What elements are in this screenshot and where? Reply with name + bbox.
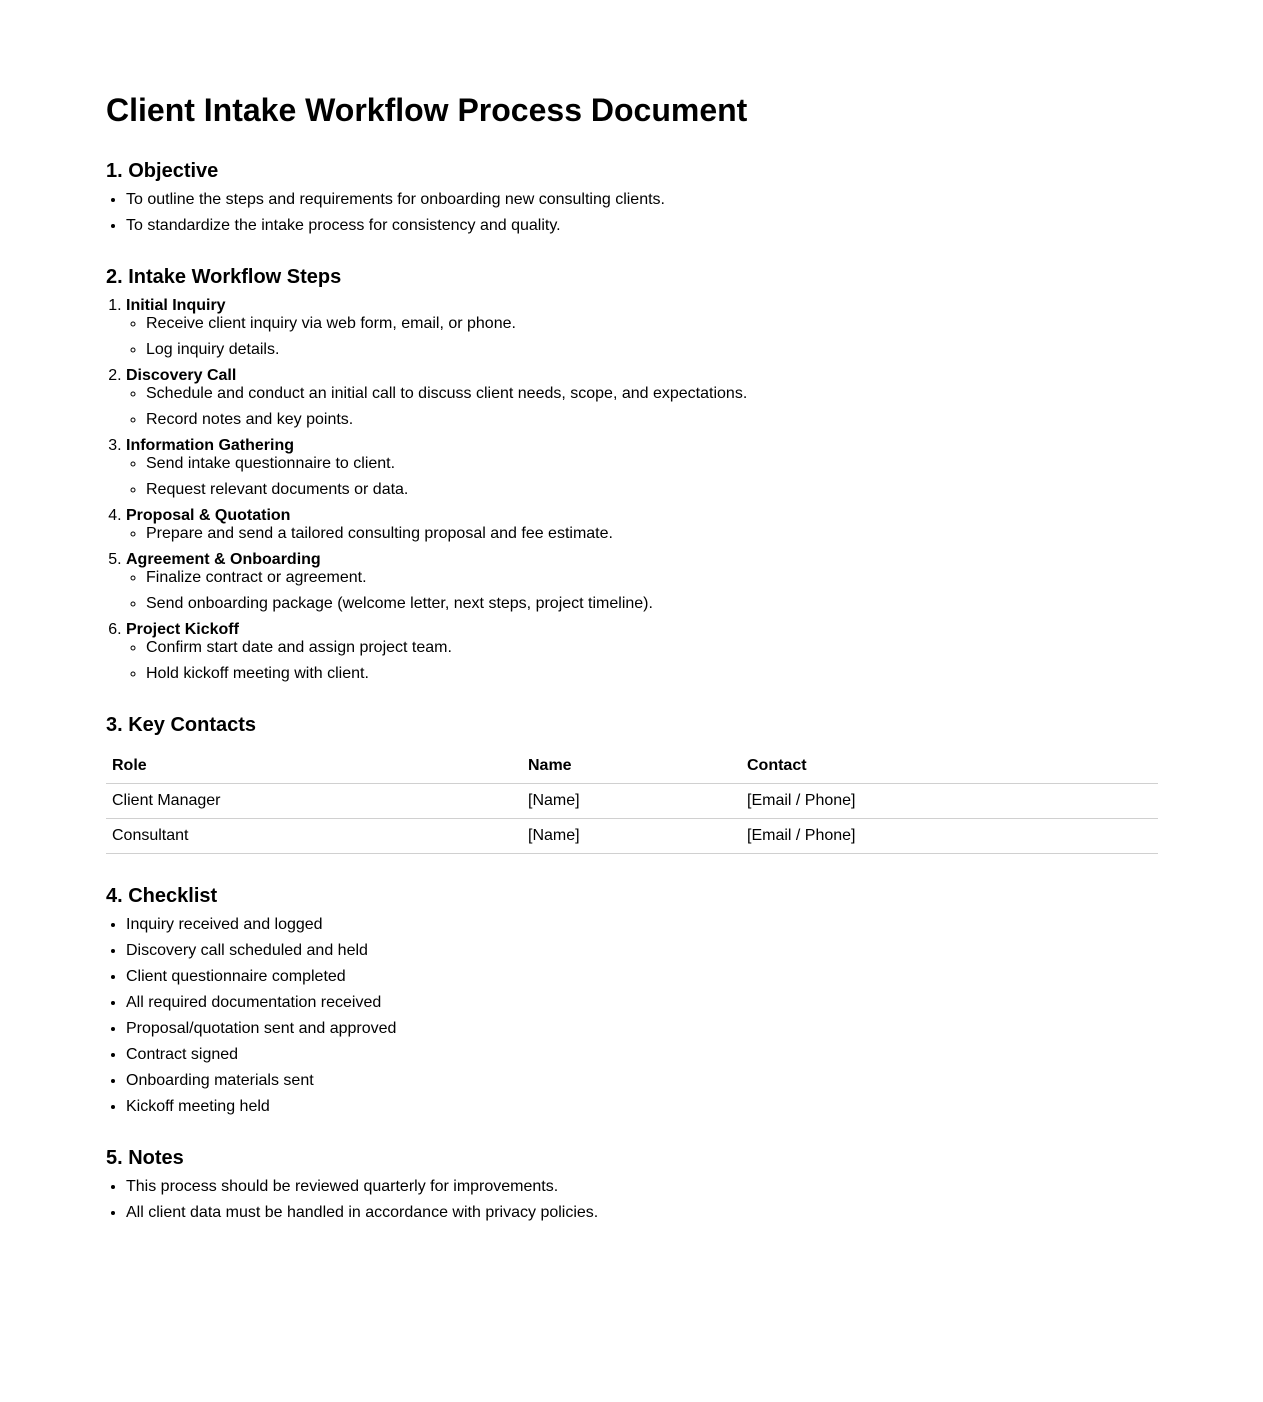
list-item: ◦ Confirm start date and assign project team. <box>146 639 1158 657</box>
list-item: • Proposal/quotation sent and approved <box>126 1020 1158 1038</box>
workflow-step <box>126 551 1158 613</box>
step-title: Project Kickoff <box>126 621 239 638</box>
contacts-section <box>106 713 1158 854</box>
page-title: Client Intake Workflow Process Document <box>106 92 748 128</box>
list-item: ◦ Finalize contract or agreement. <box>146 569 1158 587</box>
list-item: • Kickoff meeting held <box>126 1098 1158 1116</box>
table-header-row <box>106 749 1158 784</box>
list-item: • Onboarding materials sent <box>126 1072 1158 1090</box>
contacts-table <box>106 749 1158 854</box>
cell-name: [Name] <box>522 819 741 854</box>
list-item: ◦ Send onboarding package (welcome letter, next steps, project timeline). <box>146 595 1158 613</box>
list-item: • Inquiry received and logged <box>126 916 1158 934</box>
cell-name: [Name] <box>522 784 741 819</box>
list-item: ◦ Prepare and send a tailored consulting proposal and fee estimate. <box>146 525 1158 543</box>
workflow-step <box>126 437 1158 499</box>
cell-contact: [Email / Phone] <box>741 819 1158 854</box>
step-substeps <box>126 569 1158 613</box>
step-title: Initial Inquiry <box>126 297 226 314</box>
table-row <box>106 784 1158 819</box>
objective-list <box>106 191 1158 235</box>
step-substeps <box>126 315 1158 359</box>
list-item: ◦ Receive client inquiry via web form, email, or phone. <box>146 315 1158 333</box>
workflow-step <box>126 297 1158 359</box>
list-item: • Discovery call scheduled and held <box>126 942 1158 960</box>
notes-section <box>106 1146 1158 1222</box>
cell-role: Client Manager <box>106 784 522 819</box>
list-item: ◦ Request relevant documents or data. <box>146 481 1158 499</box>
step-title: Proposal & Quotation <box>126 507 291 524</box>
contacts-heading: 3. Key Contacts <box>106 714 257 736</box>
checklist-list <box>106 916 1158 1116</box>
list-item: • To outline the steps and requirements for onboarding new consulting clients. <box>126 191 1158 209</box>
list-item: ◦ Log inquiry details. <box>146 341 1158 359</box>
list-item: • To standardize the intake process for consistency and quality. <box>126 217 1158 235</box>
objective-heading: 1. Objective <box>106 160 219 182</box>
step-title: Discovery Call <box>126 367 237 384</box>
list-item: ◦ Schedule and conduct an initial call to discuss client needs, scope, and expectations. <box>146 385 1158 403</box>
column-header-name: Name <box>522 749 741 784</box>
list-item: • This process should be reviewed quarterly for improvements. <box>126 1178 1158 1196</box>
workflow-section <box>106 265 1158 683</box>
step-substeps <box>126 639 1158 683</box>
step-substeps <box>126 525 1158 543</box>
cell-role: Consultant <box>106 819 522 854</box>
checklist-section <box>106 884 1158 1116</box>
workflow-step <box>126 621 1158 683</box>
list-item: ◦ Send intake questionnaire to client. <box>146 455 1158 473</box>
notes-list <box>106 1178 1158 1222</box>
cell-contact: [Email / Phone] <box>741 784 1158 819</box>
workflow-steps-list <box>106 297 1158 683</box>
table-row <box>106 819 1158 854</box>
step-substeps <box>126 455 1158 499</box>
checklist-heading: 4. Checklist <box>106 885 218 907</box>
list-item: • All required documentation received <box>126 994 1158 1012</box>
list-item: • Client questionnaire completed <box>126 968 1158 986</box>
notes-heading: 5. Notes <box>106 1147 184 1169</box>
workflow-step <box>126 367 1158 429</box>
step-title: Information Gathering <box>126 437 294 454</box>
step-substeps <box>126 385 1158 429</box>
workflow-heading: 2. Intake Workflow Steps <box>106 266 342 288</box>
workflow-step <box>126 507 1158 543</box>
list-item: ◦ Record notes and key points. <box>146 411 1158 429</box>
document <box>106 91 1158 1222</box>
column-header-contact: Contact <box>741 749 1158 784</box>
objective-section <box>106 159 1158 235</box>
list-item: ◦ Hold kickoff meeting with client. <box>146 665 1158 683</box>
step-title: Agreement & Onboarding <box>126 551 321 568</box>
list-item: • All client data must be handled in accordance with privacy policies. <box>126 1204 1158 1222</box>
list-item: • Contract signed <box>126 1046 1158 1064</box>
column-header-role: Role <box>106 749 522 784</box>
